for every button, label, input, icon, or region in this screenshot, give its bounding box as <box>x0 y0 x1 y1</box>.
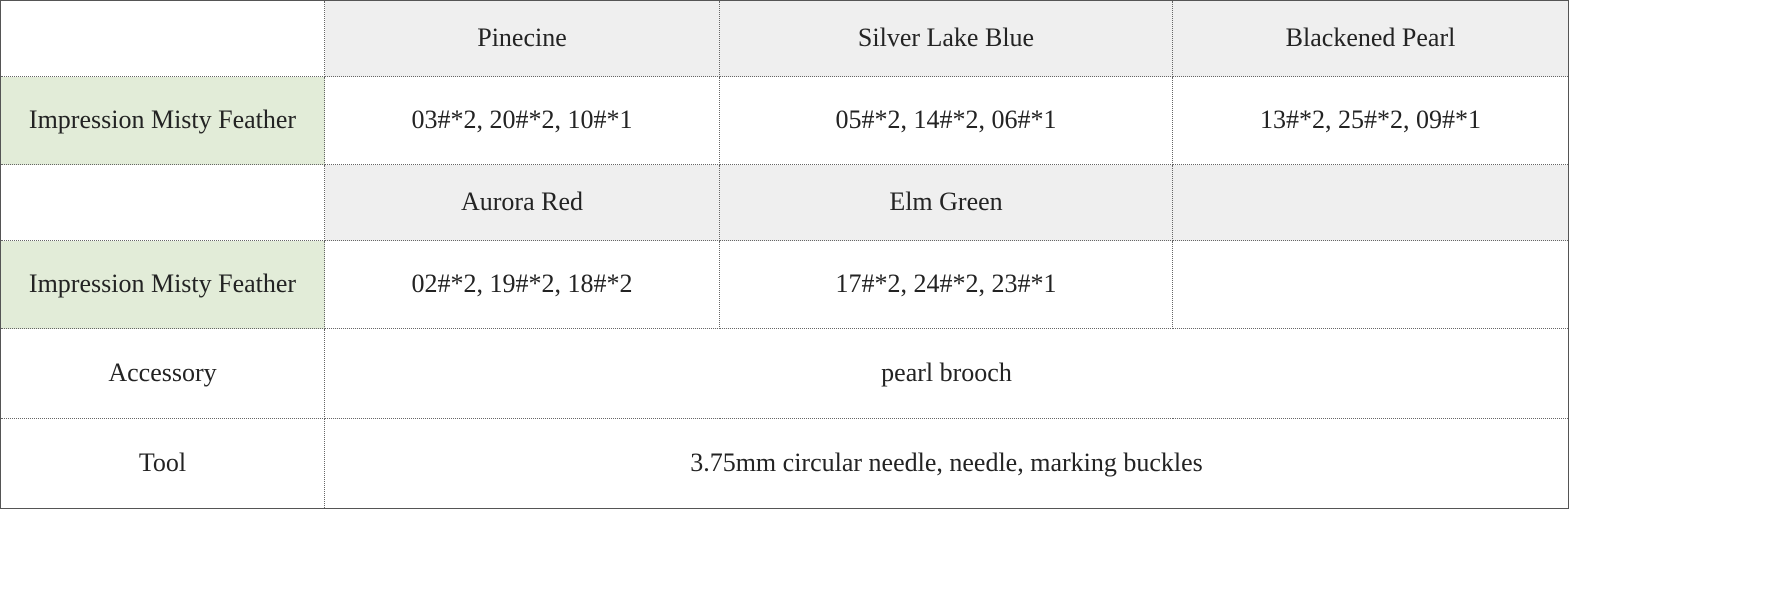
table-cell-yarn-codes-2: 05#*2, 14#*2, 06#*1 <box>720 77 1173 165</box>
table-cell-row-label: Impression Misty Feather <box>1 77 325 165</box>
table-cell-colorway-3: Blackened Pearl <box>1173 1 1569 77</box>
table-cell-empty <box>1173 241 1569 329</box>
table-row <box>1 1 1569 77</box>
table-cell-yarn-codes-5: 17#*2, 24#*2, 23#*1 <box>720 241 1173 329</box>
table-row <box>1 419 1569 509</box>
table-cell-yarn-codes-3: 13#*2, 25#*2, 09#*1 <box>1173 77 1569 165</box>
table-cell-colorway-4: Aurora Red <box>325 165 720 241</box>
table-row <box>1 77 1569 165</box>
table-cell-yarn-codes-1: 03#*2, 20#*2, 10#*1 <box>325 77 720 165</box>
table-cell-yarn-codes-4: 02#*2, 19#*2, 18#*2 <box>325 241 720 329</box>
table-cell-blank <box>1 1 325 77</box>
table-row <box>1 241 1569 329</box>
table-cell-colorway-5: Elm Green <box>720 165 1173 241</box>
table-cell-colorway-2: Silver Lake Blue <box>720 1 1173 77</box>
table-cell-tool-label: Tool <box>1 419 325 509</box>
table-cell-blank <box>1 165 325 241</box>
table-row <box>1 165 1569 241</box>
table-cell-accessory-value: pearl brooch <box>325 329 1569 419</box>
table-cell-colorway-1: Pinecine <box>325 1 720 77</box>
table-cell-tool-value: 3.75mm circular needle, needle, marking buckles <box>325 419 1569 509</box>
table-cell-row-label: Impression Misty Feather <box>1 241 325 329</box>
table-row <box>1 329 1569 419</box>
table-cell-accessory-label: Accessory <box>1 329 325 419</box>
table-cell-empty <box>1173 165 1569 241</box>
